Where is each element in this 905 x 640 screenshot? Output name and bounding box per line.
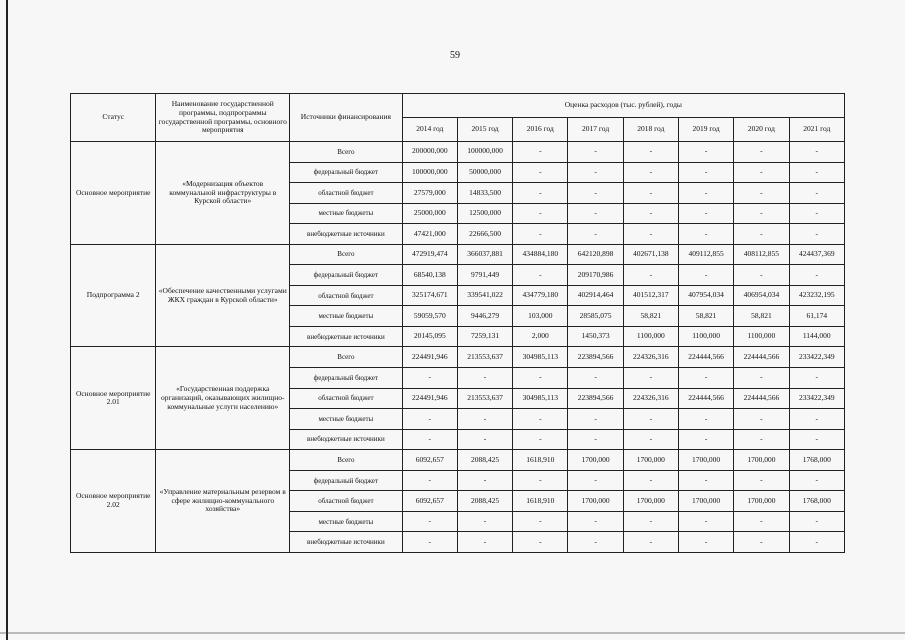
- amount-cell: -: [568, 470, 623, 491]
- amount-cell: -: [513, 409, 568, 430]
- amount-cell: 1618,910: [513, 450, 568, 471]
- amount-cell: 224444,566: [678, 347, 733, 368]
- header-year: 2016 год: [513, 118, 568, 142]
- amount-cell: -: [513, 511, 568, 532]
- amount-cell: -: [678, 265, 733, 286]
- row-funding-source: местные бюджеты: [290, 409, 403, 430]
- amount-cell: -: [734, 224, 789, 245]
- amount-cell: 1100,000: [623, 326, 678, 347]
- amount-cell: 304985,113: [513, 388, 568, 409]
- table-row: [71, 450, 845, 471]
- amount-cell: 25000,000: [402, 203, 457, 224]
- header-name: Наименование государственной программы, подпрограммы государственной программы, основного мероприятия: [156, 94, 290, 142]
- header-year: 2021 год: [789, 118, 844, 142]
- amount-cell: -: [568, 429, 623, 450]
- amount-cell: 1100,000: [734, 326, 789, 347]
- amount-cell: 434884,180: [513, 244, 568, 265]
- amount-cell: 50000,000: [457, 162, 512, 183]
- amount-cell: -: [678, 224, 733, 245]
- row-funding-source: Всего: [290, 450, 403, 471]
- amount-cell: -: [734, 409, 789, 430]
- amount-cell: -: [734, 532, 789, 553]
- amount-cell: 1700,000: [678, 491, 733, 512]
- amount-cell: -: [623, 409, 678, 430]
- amount-cell: 424437,369: [789, 244, 844, 265]
- amount-cell: 100000,000: [402, 162, 457, 183]
- amount-cell: 103,000: [513, 306, 568, 327]
- row-program-name: «Обеспечение качественными услугами ЖКХ граждан в Курской области»: [156, 244, 290, 347]
- amount-cell: -: [623, 203, 678, 224]
- row-status: Основное мероприятие 2.01: [71, 347, 156, 450]
- amount-cell: 6092,657: [402, 450, 457, 471]
- amount-cell: 20145,095: [402, 326, 457, 347]
- amount-cell: -: [678, 183, 733, 204]
- row-funding-source: внебюджетные источники: [290, 326, 403, 347]
- amount-cell: -: [678, 409, 733, 430]
- amount-cell: 423232,195: [789, 285, 844, 306]
- amount-cell: 402914,464: [568, 285, 623, 306]
- amount-cell: -: [402, 470, 457, 491]
- amount-cell: 1700,000: [678, 450, 733, 471]
- row-funding-source: федеральный бюджет: [290, 470, 403, 491]
- amount-cell: 100000,000: [457, 142, 512, 163]
- row-funding-source: местные бюджеты: [290, 203, 403, 224]
- row-funding-source: внебюджетные источники: [290, 224, 403, 245]
- amount-cell: 2088,425: [457, 491, 512, 512]
- amount-cell: -: [678, 429, 733, 450]
- amount-cell: -: [513, 162, 568, 183]
- amount-cell: 409112,855: [678, 244, 733, 265]
- amount-cell: -: [457, 470, 512, 491]
- table-row: [71, 142, 845, 163]
- amount-cell: 209170,986: [568, 265, 623, 286]
- amount-cell: 1700,000: [734, 450, 789, 471]
- header-year: 2015 год: [457, 118, 512, 142]
- amount-cell: 325174,671: [402, 285, 457, 306]
- amount-cell: -: [678, 142, 733, 163]
- amount-cell: 223894,566: [568, 347, 623, 368]
- amount-cell: -: [678, 470, 733, 491]
- amount-cell: -: [789, 203, 844, 224]
- amount-cell: 1618,910: [513, 491, 568, 512]
- amount-cell: -: [623, 265, 678, 286]
- amount-cell: 58,821: [623, 306, 678, 327]
- row-funding-source: внебюджетные источники: [290, 429, 403, 450]
- amount-cell: -: [568, 142, 623, 163]
- amount-cell: 28585,075: [568, 306, 623, 327]
- amount-cell: 434779,180: [513, 285, 568, 306]
- amount-cell: -: [513, 368, 568, 389]
- amount-cell: 9791,449: [457, 265, 512, 286]
- header-expenses: Оценка расходов (тыс. рублей), годы: [402, 94, 844, 118]
- amount-cell: 472919,474: [402, 244, 457, 265]
- amount-cell: 2088,425: [457, 450, 512, 471]
- amount-cell: -: [513, 265, 568, 286]
- amount-cell: 2,000: [513, 326, 568, 347]
- amount-cell: -: [623, 511, 678, 532]
- amount-cell: -: [734, 183, 789, 204]
- amount-cell: 1144,000: [789, 326, 844, 347]
- amount-cell: 27579,000: [402, 183, 457, 204]
- amount-cell: -: [402, 409, 457, 430]
- amount-cell: -: [568, 368, 623, 389]
- amount-cell: -: [734, 142, 789, 163]
- header-year: 2019 год: [678, 118, 733, 142]
- row-funding-source: федеральный бюджет: [290, 265, 403, 286]
- amount-cell: 61,174: [789, 306, 844, 327]
- amount-cell: -: [623, 429, 678, 450]
- header-row-1: [71, 94, 845, 118]
- row-funding-source: внебюджетные источники: [290, 532, 403, 553]
- amount-cell: -: [457, 429, 512, 450]
- amount-cell: -: [568, 203, 623, 224]
- amount-cell: 1700,000: [734, 491, 789, 512]
- amount-cell: -: [789, 429, 844, 450]
- row-status: Подпрограмма 2: [71, 244, 156, 347]
- amount-cell: 366037,881: [457, 244, 512, 265]
- amount-cell: 223894,566: [568, 388, 623, 409]
- amount-cell: 1100,000: [678, 326, 733, 347]
- row-funding-source: федеральный бюджет: [290, 162, 403, 183]
- row-funding-source: местные бюджеты: [290, 306, 403, 327]
- amount-cell: -: [623, 532, 678, 553]
- amount-cell: 58,821: [678, 306, 733, 327]
- amount-cell: -: [678, 203, 733, 224]
- amount-cell: -: [568, 224, 623, 245]
- budget-table: [70, 93, 845, 553]
- amount-cell: -: [513, 429, 568, 450]
- amount-cell: -: [789, 532, 844, 553]
- header-source: Источники финансирования: [290, 94, 403, 142]
- amount-cell: 224444,566: [734, 347, 789, 368]
- amount-cell: -: [457, 511, 512, 532]
- row-funding-source: областной бюджет: [290, 388, 403, 409]
- row-program-name: «Управление материальным резервом в сфере жилищно-коммунального хозяйства»: [156, 450, 290, 553]
- amount-cell: -: [513, 142, 568, 163]
- amount-cell: 233422,349: [789, 388, 844, 409]
- amount-cell: -: [568, 162, 623, 183]
- amount-cell: -: [623, 162, 678, 183]
- amount-cell: 1700,000: [623, 491, 678, 512]
- header-year: 2018 год: [623, 118, 678, 142]
- page-bottom-edge: [0, 632, 905, 634]
- header-year: 2020 год: [734, 118, 789, 142]
- amount-cell: 407954,034: [678, 285, 733, 306]
- header-status: Статус: [71, 94, 156, 142]
- row-program-name: «Модернизация объектов коммунальной инфраструктуры в Курской области»: [156, 142, 290, 245]
- amount-cell: 22666,500: [457, 224, 512, 245]
- amount-cell: -: [734, 429, 789, 450]
- table-row: [71, 244, 845, 265]
- amount-cell: -: [623, 142, 678, 163]
- amount-cell: 408112,855: [734, 244, 789, 265]
- amount-cell: 406954,034: [734, 285, 789, 306]
- amount-cell: -: [457, 409, 512, 430]
- amount-cell: 1700,000: [623, 450, 678, 471]
- amount-cell: -: [678, 511, 733, 532]
- row-funding-source: Всего: [290, 244, 403, 265]
- amount-cell: 1700,000: [568, 450, 623, 471]
- amount-cell: -: [734, 470, 789, 491]
- amount-cell: -: [513, 224, 568, 245]
- row-funding-source: областной бюджет: [290, 491, 403, 512]
- amount-cell: 224326,316: [623, 347, 678, 368]
- amount-cell: 213553,637: [457, 388, 512, 409]
- amount-cell: 213553,637: [457, 347, 512, 368]
- amount-cell: 224444,566: [678, 388, 733, 409]
- amount-cell: 9446,279: [457, 306, 512, 327]
- amount-cell: -: [789, 265, 844, 286]
- header-year: 2014 год: [402, 118, 457, 142]
- amount-cell: 1450,373: [568, 326, 623, 347]
- amount-cell: 642120,898: [568, 244, 623, 265]
- amount-cell: -: [734, 511, 789, 532]
- page-left-edge: [6, 0, 8, 640]
- amount-cell: 6092,657: [402, 491, 457, 512]
- amount-cell: -: [402, 511, 457, 532]
- amount-cell: 224491,946: [402, 388, 457, 409]
- amount-cell: -: [568, 183, 623, 204]
- amount-cell: 224491,946: [402, 347, 457, 368]
- amount-cell: 58,821: [734, 306, 789, 327]
- amount-cell: -: [678, 162, 733, 183]
- amount-cell: 47421,000: [402, 224, 457, 245]
- row-funding-source: Всего: [290, 347, 403, 368]
- amount-cell: -: [678, 532, 733, 553]
- amount-cell: -: [789, 368, 844, 389]
- amount-cell: -: [623, 470, 678, 491]
- amount-cell: -: [789, 409, 844, 430]
- amount-cell: 224326,316: [623, 388, 678, 409]
- amount-cell: 224444,566: [734, 388, 789, 409]
- amount-cell: -: [789, 470, 844, 491]
- amount-cell: -: [568, 511, 623, 532]
- row-funding-source: Всего: [290, 142, 403, 163]
- amount-cell: -: [734, 162, 789, 183]
- amount-cell: -: [513, 183, 568, 204]
- amount-cell: -: [402, 429, 457, 450]
- amount-cell: 200000,000: [402, 142, 457, 163]
- amount-cell: -: [789, 142, 844, 163]
- amount-cell: -: [568, 532, 623, 553]
- amount-cell: -: [789, 162, 844, 183]
- amount-cell: 1768,000: [789, 491, 844, 512]
- amount-cell: -: [734, 265, 789, 286]
- amount-cell: -: [789, 224, 844, 245]
- amount-cell: 14833,500: [457, 183, 512, 204]
- amount-cell: 7259,131: [457, 326, 512, 347]
- amount-cell: 339541,022: [457, 285, 512, 306]
- row-status: Основное мероприятие: [71, 142, 156, 245]
- amount-cell: 1700,000: [568, 491, 623, 512]
- amount-cell: -: [734, 203, 789, 224]
- amount-cell: -: [789, 183, 844, 204]
- amount-cell: -: [568, 409, 623, 430]
- amount-cell: 59059,570: [402, 306, 457, 327]
- row-funding-source: областной бюджет: [290, 183, 403, 204]
- row-funding-source: областной бюджет: [290, 285, 403, 306]
- amount-cell: -: [457, 368, 512, 389]
- amount-cell: 233422,349: [789, 347, 844, 368]
- amount-cell: -: [457, 532, 512, 553]
- page-number: 59: [450, 50, 460, 61]
- amount-cell: -: [623, 368, 678, 389]
- amount-cell: -: [734, 368, 789, 389]
- amount-cell: -: [513, 532, 568, 553]
- amount-cell: -: [623, 183, 678, 204]
- amount-cell: 1768,000: [789, 450, 844, 471]
- row-status: Основное мероприятие 2.02: [71, 450, 156, 553]
- amount-cell: -: [623, 224, 678, 245]
- row-program-name: «Государственная поддержка организаций, оказывающих жилищно-коммунальные услуги населению»: [156, 347, 290, 450]
- amount-cell: 402671,138: [623, 244, 678, 265]
- table-row: [71, 347, 845, 368]
- row-funding-source: федеральный бюджет: [290, 368, 403, 389]
- table-body: [71, 142, 845, 553]
- amount-cell: 304985,113: [513, 347, 568, 368]
- amount-cell: -: [513, 470, 568, 491]
- amount-cell: -: [513, 203, 568, 224]
- amount-cell: -: [402, 532, 457, 553]
- header-year: 2017 год: [568, 118, 623, 142]
- amount-cell: 68540,138: [402, 265, 457, 286]
- amount-cell: 12500,000: [457, 203, 512, 224]
- amount-cell: -: [402, 368, 457, 389]
- row-funding-source: местные бюджеты: [290, 511, 403, 532]
- amount-cell: 401512,317: [623, 285, 678, 306]
- amount-cell: -: [678, 368, 733, 389]
- amount-cell: -: [789, 511, 844, 532]
